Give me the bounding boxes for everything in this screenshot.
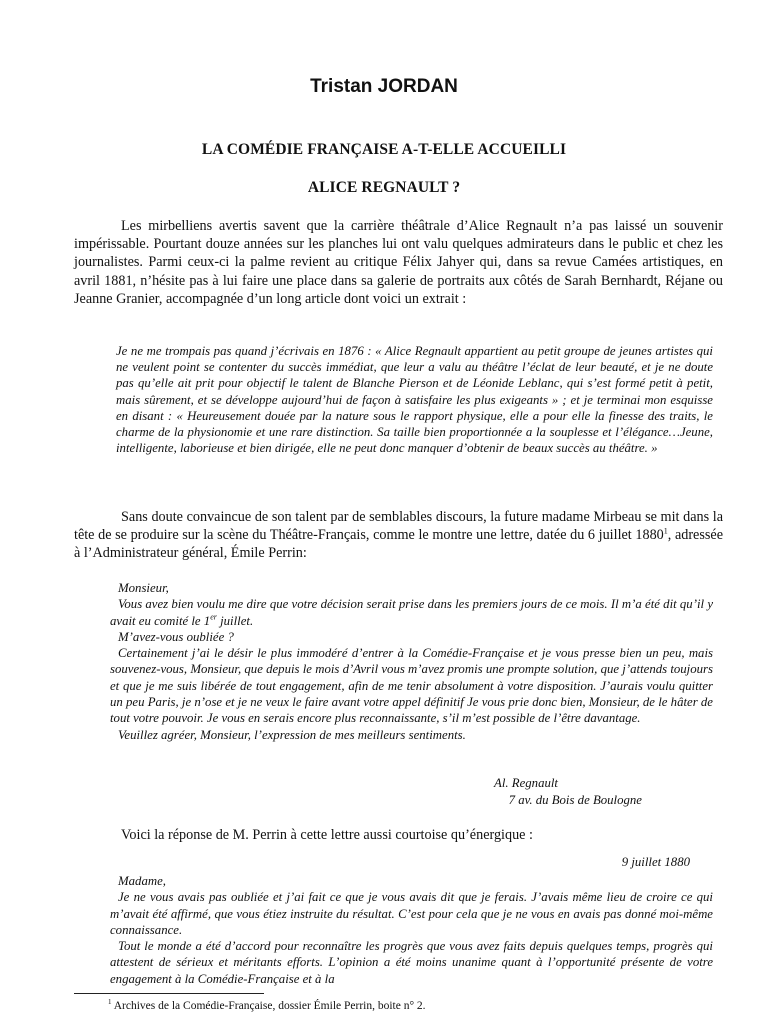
letter-perrin-greeting: Madame, (118, 874, 166, 888)
footnote-divider (74, 993, 264, 994)
letter-perrin-line1: Je ne vous avais pas oubliée et j’ai fait ce que je vous avais dit que je ferais. J’avais même lieu de croire ce qui m’avait été affirmé, que vous étiez instruite du résultat. C’est pour cela que je ne vous en avais pas donné moi-même connaissance. (110, 890, 713, 937)
footnote (108, 1000, 426, 1012)
paragraph-letter-context-text (74, 508, 723, 563)
letter-perrin-date: 9 juillet 1880 (621, 855, 690, 869)
letter-regnault-line3: Certainement j’ai le désir le plus immodéré d’entrer à la Comédie-Française et je vous presse bien un peu, mais souvenez-vous, Monsieur, que depuis le mois d’Avril vous m’avez promis une prompte solution, que j’attends toujours et que je me suis libérée de tout engagement, afin de me tenir absolument à votre disposition. J’aurais voulu quitter un peu Paris, je n’ose et je ne veux le faire avant votre appel définitif Je vous prie donc bien, Monsieur, de le hâter de tout votre pouvoir. Je vous en serais encore plus reconnaissante, s’il m’est possible de l’être davantage. (110, 646, 713, 726)
letter-regnault-line2: M’avez-vous oubliée ? (118, 629, 234, 644)
letter-regnault-greeting: Monsieur, (118, 581, 169, 595)
article-title-line1: LA COMÉDIE FRANÇAISE A-T-ELLE ACCUEILLI (201, 141, 567, 158)
quote-jahyer (116, 343, 713, 456)
footnote-text: Archives de la Comédie-Française, dossier Émile Perrin, boite n° 2. (111, 1000, 426, 1012)
letter-regnault (110, 580, 713, 743)
paragraph-reply-intro-text: Voici la réponse de M. Perrin à cette lettre aussi courtoise qu’énergique : (121, 827, 533, 843)
letter-perrin (110, 873, 713, 987)
paragraph-intro (74, 217, 723, 308)
letter-regnault-closing: Veuillez agréer, Monsieur, l’expression de mes meilleurs sentiments. (118, 727, 466, 742)
superscript-er: er (210, 612, 217, 622)
paragraph-letter-context-part2: , adressée à l’Administrateur général, Émile Perrin: (74, 527, 723, 562)
paragraph-reply-intro (74, 826, 723, 844)
paragraph-intro-text: Les mirbelliens avertis savent que la carrière théâtrale d’Alice Regnault n’a pas laissé un souvenir impérissable. Pourtant douze années sur les planches lui ont valu quelques admirateurs dans le public et chez les journalistes. Parmi ceux-ci la palme revient au critique Félix Jahyer qui, dans sa revue Camées artistiques, en avril 1881, n’hésite pas à lui faire une place dans sa galerie de portraits aux côtés de Sarah Bernhardt, Réjane ou Jeanne Granier, accompagnée d’un long article dont voici un extrait : (74, 218, 723, 307)
author-name: Tristan JORDAN (310, 76, 458, 97)
paragraph-letter-context (74, 508, 723, 563)
letter-regnault-signature: Al. Regnault (494, 776, 558, 790)
letter-regnault-line1-end: juillet. (216, 613, 254, 628)
letter-regnault-address: 7 av. du Bois de Boulogne (508, 793, 642, 807)
footnote-ref[interactable]: 1 (663, 526, 668, 536)
letter-perrin-line2: Tout le monde a été d’accord pour reconnaître les progrès que vous avez faits depuis quelques temps, progrès qui attestent de sérieux et méritants efforts. L’opinion a été moins unanime quant à l’opportunité présente de votre engagement à la Comédie-Française et à la (110, 939, 713, 986)
footnote-number: 1 (108, 998, 112, 1007)
letter-regnault-line1 (110, 596, 713, 629)
paragraph-letter-context-part1: Sans doute convaincue de son talent par de semblables discours, la future madame Mirbeau se mit dans la tête de se produire sur la scène du Théâtre-Français, comme le montre une lettre, datée du 6 juillet 1880 (74, 509, 723, 544)
article-title-line2: ALICE REGNAULT ? (307, 179, 461, 196)
letter-regnault-line1-text: Vous avez bien voulu me dire que votre décision serait prise dans les premiers jours de ce mois. Il m’a été dit qu’il y avait eu comité le 1 (110, 597, 713, 628)
quote-jahyer-text: Je ne me trompais pas quand j’écrivais en 1876 : « Alice Regnault appartient au petit groupe de jeunes artistes qui ne veulent point se contenter du succès immédiat, que leur a valu au théâtre l’éclat de leur beauté, et je ne doute pas qu’elle ait prit pour objectif le talent de Blanche Pierson et de Léonide Leblanc, qui s’est formé petit à petit, mais sûrement, et se développe aujourd’hui de façon à satisfaire les plus exigeants » ; et je terminai mon esquisse en disant : « Heureusement douée par la nature sous le rapport physique, elle a pour elle la finesse des traits, le charme de la physionomie et une rare distinction. Sa taille bien proportionnée a la souplesse et l’élégance…Jeune, intelligente, laborieuse et bien dirigée, elle ne peut donc manquer d’obtenir de beaux succès au théâtre. » (116, 344, 713, 456)
